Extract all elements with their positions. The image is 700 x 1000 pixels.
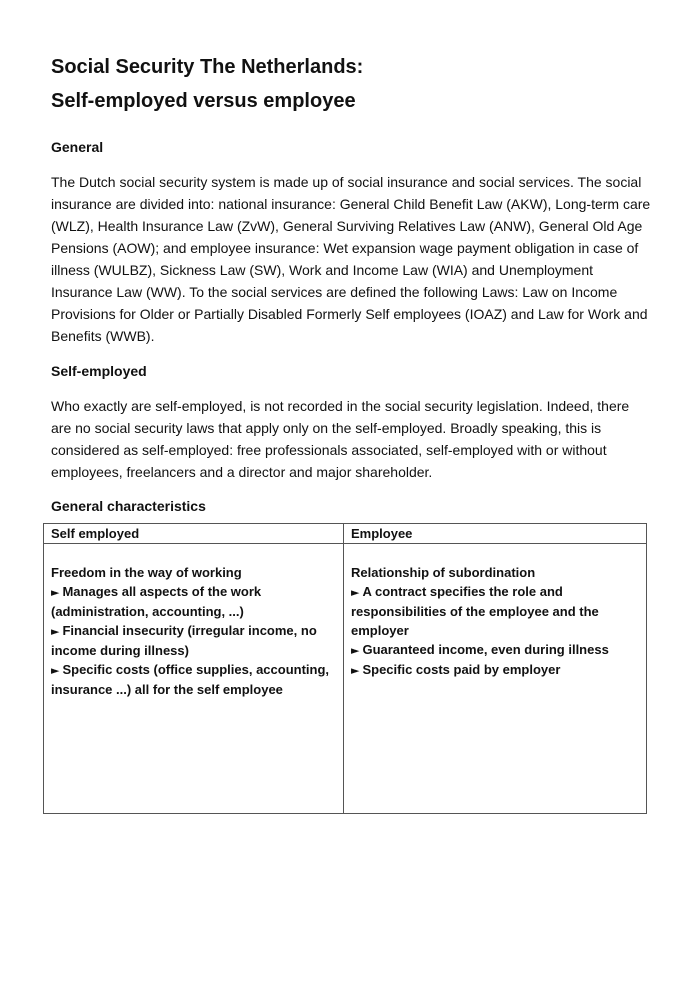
heading-self-employed: Self-employed bbox=[51, 363, 147, 379]
table-row bbox=[44, 544, 647, 814]
paragraph-general: The Dutch social security system is made up of social insurance and social services. The social insurance are divided into: national insurance: General Child Benefit Law (AKW), Long-term care (WLZ), Health Insurance Law (ZvW), General Surviving Relatives Law (ANW), General Old Age Pensions (AOW); and employee insurance: Wet expansion wage payment obligation in case of illness (WULBZ), Sickness Law (SW), Work and Income Law (WIA) and Unemployment Insurance Law (WW). To the social services are defined the following Laws: Law on Income Provisions for Older or Partially Disabled Formerly Self employees (IOAZ) and Law for Work and Benefits (WWB). bbox=[51, 174, 651, 344]
self-employed-cell-heading: Freedom in the way of working bbox=[51, 565, 242, 580]
document-page bbox=[51, 50, 651, 516]
bullet-arrow-icon: ► bbox=[351, 664, 360, 677]
employee-cell-heading: Relationship of subordination bbox=[351, 565, 536, 580]
list-item: ► Financial insecurity (irregular income, no income during illness) bbox=[51, 623, 317, 658]
cell-self-employed bbox=[44, 544, 344, 814]
list-item: ► A contract specifies the role and responsibilities of the employee and the employer bbox=[351, 584, 599, 638]
paragraph-self-employed: Who exactly are self-employed, is not recorded in the social security legislation. Indeed, there are no social security laws that apply only on the self-employed. Broadly speaking, this is considered as self-employed: free professionals associated, self-employed with or without employees, freelancers and a director and major shareholder. bbox=[51, 398, 630, 480]
heading-general-characteristics: General characteristics bbox=[51, 498, 206, 514]
list-item: ► Guaranteed income, even during illness bbox=[351, 642, 609, 657]
header-self-employed: Self employed bbox=[44, 524, 344, 544]
cell-employee bbox=[344, 544, 647, 814]
bullet-arrow-icon: ► bbox=[51, 664, 60, 677]
title-line-1: Social Security The Netherlands: bbox=[51, 56, 364, 78]
heading-general: General bbox=[51, 139, 104, 155]
bullet-arrow-icon: ► bbox=[51, 625, 60, 638]
bullet-arrow-icon: ► bbox=[351, 586, 360, 599]
document-title bbox=[51, 50, 651, 118]
title-line-2: Self-employed versus employee bbox=[51, 90, 356, 112]
list-item: ► Manages all aspects of the work (administration, accounting, ...) bbox=[51, 584, 262, 619]
characteristics-table bbox=[43, 523, 647, 814]
table-header-row bbox=[44, 524, 647, 544]
bullet-arrow-icon: ► bbox=[51, 586, 60, 599]
header-employee: Employee bbox=[344, 524, 647, 544]
bullet-arrow-icon: ► bbox=[351, 644, 360, 657]
list-item: ► Specific costs paid by employer bbox=[351, 662, 561, 677]
list-item: ► Specific costs (office supplies, accounting, insurance ...) all for the self employee bbox=[51, 662, 330, 697]
